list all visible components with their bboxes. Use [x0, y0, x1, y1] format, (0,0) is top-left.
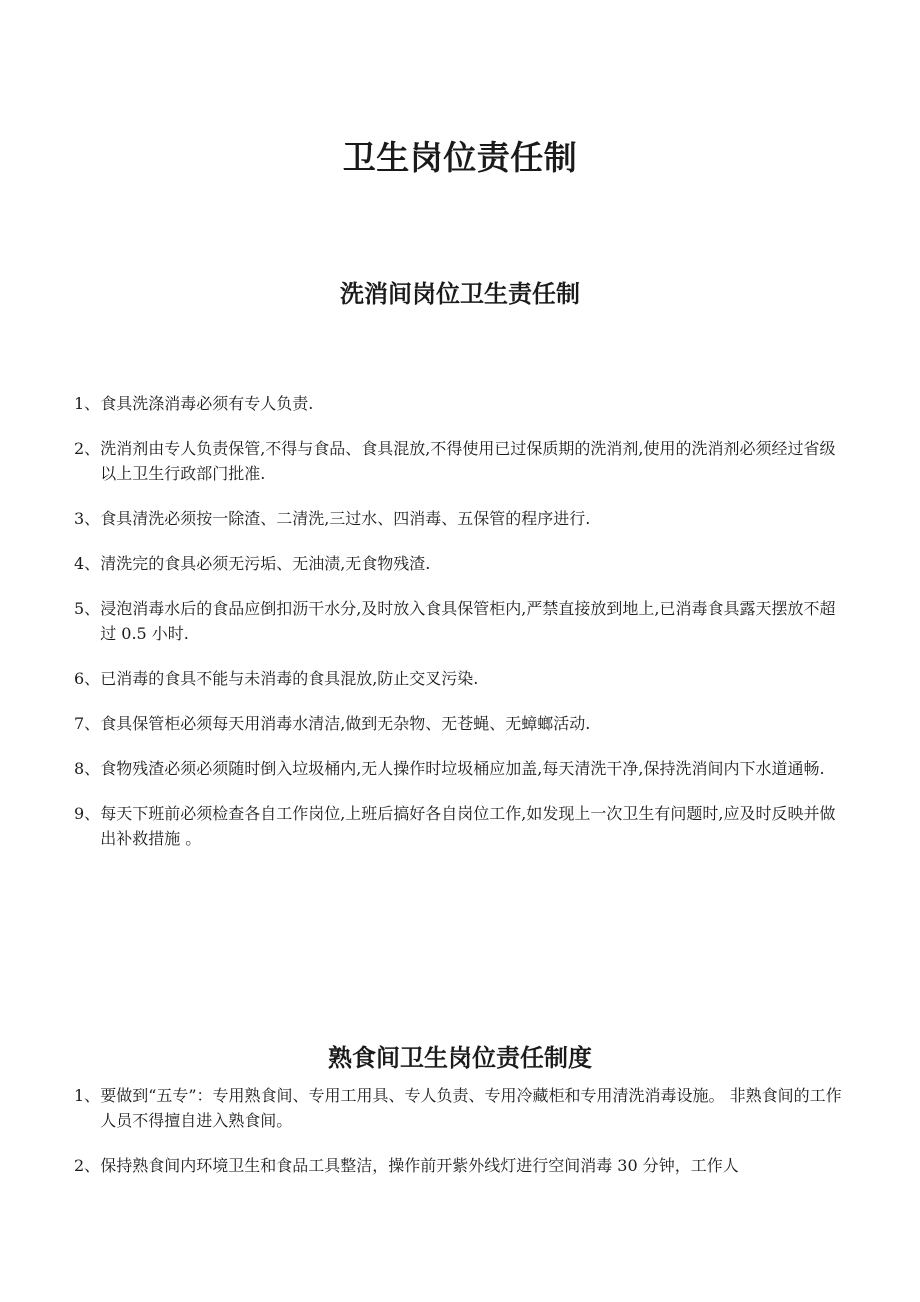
- item-text: 已消毒的食具不能与未消毒的食具混放,防止交叉污染.: [100, 669, 479, 688]
- item-number: 2、: [74, 1156, 101, 1175]
- item-text: 食具洗涤消毒必须有专人负责.: [100, 394, 314, 413]
- item-text: 洗消剂由专人负责保管,不得与食品、食具混放,不得使用已过保质期的洗消剂,使用的洗消剂必须经过省级以上卫生行政部门批准.: [100, 439, 836, 483]
- list-item: [74, 506, 850, 531]
- item-number: 1、: [74, 394, 101, 413]
- item-number: 8、: [74, 759, 101, 778]
- item-number: 4、: [74, 554, 101, 573]
- list-item: [74, 1083, 850, 1133]
- item-text: 保持熟食间内环境卫生和食品工具整洁，操作前开紫外线灯进行空间消毒 30 分钟，工作人: [100, 1156, 739, 1175]
- list-item: [74, 666, 850, 691]
- cooked-food-rules-list: [74, 1083, 850, 1198]
- item-text: 每天下班前必须检查各自工作岗位,上班后搞好各自岗位工作,如发现上一次卫生有问题时,应及时反映并做出补救措施 。: [100, 804, 836, 848]
- item-number: 9、: [74, 804, 101, 823]
- list-item: [74, 436, 850, 486]
- item-number: 6、: [74, 669, 101, 688]
- document-title: 卫生岗位责任制: [342, 138, 578, 178]
- section-heading-cooked-food: 熟食间卫生岗位责任制度: [328, 1043, 592, 1072]
- item-number: 5、: [74, 599, 101, 618]
- item-number: 7、: [74, 714, 101, 733]
- item-text: 浸泡消毒水后的食品应倒扣沥干水分,及时放入食具保管柜内,严禁直接放到地上,已消毒食具露天摆放不超过 0.5 小时.: [100, 599, 836, 643]
- list-item: [74, 1153, 850, 1178]
- item-number: 2、: [74, 439, 101, 458]
- section-heading-dish-washing: 洗消间岗位卫生责任制: [340, 279, 580, 308]
- item-text: 要做到“五专”：专用熟食间、专用工用具、专人负责、专用冷藏柜和专用清洗消毒设施。 非熟食间的工作人员不得擅自进入熟食间。: [100, 1086, 842, 1130]
- item-number: 3、: [74, 509, 101, 528]
- list-item: [74, 551, 850, 576]
- list-item: [74, 391, 850, 416]
- item-text: 清洗完的食具必须无污垢、无油渍,无食物残渣.: [100, 554, 431, 573]
- item-text: 食具清洗必须按一除渣、二清洗,三过水、四消毒、五保管的程序进行.: [100, 509, 591, 528]
- list-item: [74, 801, 850, 851]
- item-number: 1、: [74, 1086, 101, 1105]
- item-text: 食物残渣必须必须随时倒入垃圾桶内,无人操作时垃圾桶应加盖,每天清洗干净,保持洗消间内下水道通畅.: [100, 759, 825, 778]
- list-item: [74, 711, 850, 736]
- item-text: 食具保管柜必须每天用消毒水清洁,做到无杂物、无苍蝇、无蟑螂活动.: [100, 714, 591, 733]
- list-item: [74, 756, 850, 781]
- list-item: [74, 596, 850, 646]
- dish-washing-rules-list: [74, 391, 850, 871]
